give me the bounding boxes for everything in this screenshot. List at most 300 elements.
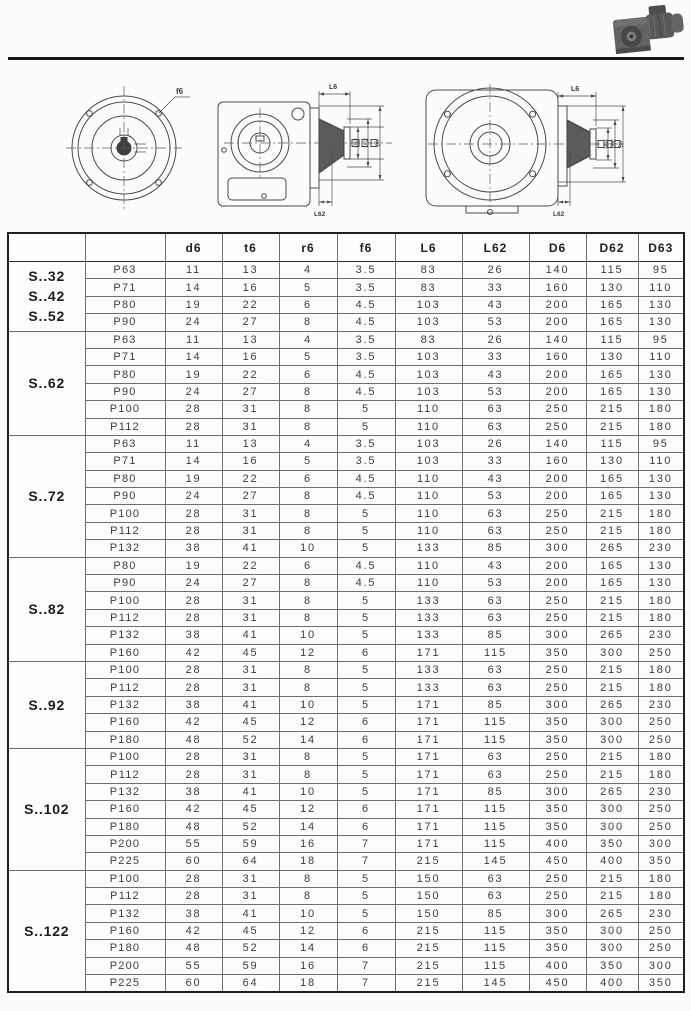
value-cell-f6: 4.5 (337, 314, 395, 331)
value-cell-d6: 28 (165, 401, 222, 418)
value-cell-D6: 200 (529, 557, 586, 574)
value-cell-D62: 115 (586, 331, 638, 348)
motor-size-cell: P100 (85, 401, 165, 418)
worm-gearmotor-photo-image (601, 4, 689, 62)
value-cell-D6: 140 (529, 262, 586, 279)
value-cell-L6: 83 (395, 262, 462, 279)
series-label-line: S..42 (28, 288, 66, 305)
value-cell-D6: 200 (529, 470, 586, 487)
value-cell-r6: 18 (279, 975, 337, 993)
value-cell-r6: 8 (279, 314, 337, 331)
value-cell-t6: 31 (222, 505, 279, 522)
value-cell-f6: 4.5 (337, 296, 395, 313)
value-cell-t6: 31 (222, 592, 279, 609)
series-label-line: S..52 (28, 308, 66, 325)
column-header-f6: f6 (337, 233, 395, 262)
value-cell-f6: 7 (337, 853, 395, 870)
value-cell-t6: 31 (222, 766, 279, 783)
value-cell-d6: 42 (165, 714, 222, 731)
motor-size-cell: P112 (85, 888, 165, 905)
series-group-label (8, 557, 85, 661)
value-cell-D63: 180 (638, 766, 684, 783)
column-header-blank-1 (85, 233, 165, 262)
value-cell-r6: 14 (279, 818, 337, 835)
table-row (8, 383, 684, 400)
table-row (8, 453, 684, 470)
value-cell-t6: 27 (222, 383, 279, 400)
value-cell-f6: 5 (337, 522, 395, 539)
value-cell-t6: 41 (222, 783, 279, 800)
motor-size-cell: P90 (85, 488, 165, 505)
value-cell-D6: 250 (529, 679, 586, 696)
value-cell-D6: 300 (529, 627, 586, 644)
value-cell-f6: 5 (337, 783, 395, 800)
value-cell-t6: 52 (222, 940, 279, 957)
value-cell-D63: 250 (638, 731, 684, 748)
table-row (8, 279, 684, 296)
value-cell-d6: 24 (165, 575, 222, 592)
value-cell-t6: 52 (222, 818, 279, 835)
value-cell-d6: 19 (165, 296, 222, 313)
flange-callout-label: f6 (176, 87, 184, 96)
motor-size-cell: P63 (85, 262, 165, 279)
value-cell-d6: 11 (165, 262, 222, 279)
value-cell-D62: 130 (586, 279, 638, 296)
value-cell-f6: 6 (337, 731, 395, 748)
d62-dim-label: D62 (363, 138, 370, 148)
motor-size-cell: P80 (85, 366, 165, 383)
value-cell-L62: 115 (462, 818, 529, 835)
motor-size-cell: P63 (85, 331, 165, 348)
value-cell-D62: 215 (586, 592, 638, 609)
value-cell-L62: 33 (462, 348, 529, 365)
value-cell-L6: 83 (395, 331, 462, 348)
value-cell-d6: 24 (165, 314, 222, 331)
motor-size-cell: P90 (85, 314, 165, 331)
value-cell-D6: 350 (529, 644, 586, 661)
table-row (8, 818, 684, 835)
value-cell-r6: 8 (279, 401, 337, 418)
value-cell-t6: 41 (222, 905, 279, 922)
value-cell-L62: 85 (462, 627, 529, 644)
value-cell-t6: 41 (222, 627, 279, 644)
value-cell-r6: 4 (279, 262, 337, 279)
value-cell-D6: 400 (529, 835, 586, 852)
value-cell-t6: 27 (222, 575, 279, 592)
value-cell-f6: 5 (337, 505, 395, 522)
motor-size-cell: P90 (85, 383, 165, 400)
value-cell-L62: 63 (462, 888, 529, 905)
value-cell-D6: 140 (529, 435, 586, 452)
value-cell-f6: 3.5 (337, 348, 395, 365)
value-cell-D6: 140 (529, 331, 586, 348)
series-group-label (8, 748, 85, 870)
value-cell-t6: 22 (222, 470, 279, 487)
value-cell-L6: 103 (395, 348, 462, 365)
value-cell-t6: 64 (222, 853, 279, 870)
value-cell-L6: 171 (395, 818, 462, 835)
table-row (8, 731, 684, 748)
value-cell-L62: 43 (462, 366, 529, 383)
value-cell-f6: 5 (337, 888, 395, 905)
value-cell-D6: 450 (529, 853, 586, 870)
value-cell-L6: 215 (395, 957, 462, 974)
value-cell-f6: 5 (337, 418, 395, 435)
value-cell-f6: 5 (337, 748, 395, 765)
value-cell-d6: 14 (165, 453, 222, 470)
value-cell-D63: 180 (638, 522, 684, 539)
value-cell-L6: 133 (395, 609, 462, 626)
value-cell-D6: 300 (529, 540, 586, 557)
value-cell-D63: 95 (638, 331, 684, 348)
motor-size-cell: P80 (85, 557, 165, 574)
value-cell-L6: 171 (395, 783, 462, 800)
value-cell-r6: 8 (279, 575, 337, 592)
value-cell-L62: 33 (462, 453, 529, 470)
value-cell-D63: 230 (638, 783, 684, 800)
value-cell-t6: 16 (222, 453, 279, 470)
table-row (8, 853, 684, 870)
motor-size-cell: P112 (85, 522, 165, 539)
value-cell-f6: 5 (337, 609, 395, 626)
value-cell-f6: 5 (337, 679, 395, 696)
value-cell-r6: 16 (279, 835, 337, 852)
value-cell-t6: 41 (222, 696, 279, 713)
table-row (8, 575, 684, 592)
value-cell-f6: 4.5 (337, 366, 395, 383)
motor-size-cell: P112 (85, 418, 165, 435)
value-cell-d6: 38 (165, 783, 222, 800)
value-cell-D63: 110 (638, 279, 684, 296)
value-cell-D63: 130 (638, 470, 684, 487)
value-cell-D63: 350 (638, 853, 684, 870)
value-cell-r6: 10 (279, 783, 337, 800)
value-cell-D63: 180 (638, 418, 684, 435)
value-cell-D62: 215 (586, 609, 638, 626)
column-header-t6: t6 (222, 233, 279, 262)
value-cell-d6: 42 (165, 922, 222, 939)
value-cell-L62: 63 (462, 592, 529, 609)
value-cell-L62: 63 (462, 748, 529, 765)
value-cell-L62: 115 (462, 922, 529, 939)
value-cell-f6: 4.5 (337, 383, 395, 400)
value-cell-L6: 133 (395, 661, 462, 678)
value-cell-d6: 11 (165, 435, 222, 452)
value-cell-D6: 250 (529, 609, 586, 626)
value-cell-r6: 8 (279, 383, 337, 400)
value-cell-t6: 52 (222, 731, 279, 748)
value-cell-f6: 7 (337, 835, 395, 852)
value-cell-r6: 8 (279, 661, 337, 678)
value-cell-d6: 42 (165, 644, 222, 661)
value-cell-L6: 110 (395, 401, 462, 418)
column-header-L62: L62 (462, 233, 529, 262)
value-cell-D62: 265 (586, 627, 638, 644)
value-cell-d6: 28 (165, 505, 222, 522)
value-cell-f6: 4.5 (337, 470, 395, 487)
value-cell-L6: 110 (395, 418, 462, 435)
value-cell-D63: 130 (638, 575, 684, 592)
value-cell-d6: 48 (165, 818, 222, 835)
value-cell-D63: 230 (638, 540, 684, 557)
motor-size-cell: P132 (85, 696, 165, 713)
value-cell-f6: 3.5 (337, 331, 395, 348)
value-cell-L62: 33 (462, 279, 529, 296)
motor-size-cell: P100 (85, 870, 165, 887)
value-cell-D6: 200 (529, 383, 586, 400)
value-cell-f6: 7 (337, 957, 395, 974)
side-view-drawing (206, 78, 398, 225)
value-cell-D63: 130 (638, 383, 684, 400)
table-row (8, 870, 684, 887)
table-row (8, 470, 684, 487)
value-cell-D62: 265 (586, 540, 638, 557)
table-row (8, 766, 684, 783)
value-cell-D62: 215 (586, 401, 638, 418)
value-cell-d6: 55 (165, 835, 222, 852)
value-cell-D63: 130 (638, 488, 684, 505)
series-group-label (8, 331, 85, 435)
value-cell-d6: 14 (165, 279, 222, 296)
value-cell-D6: 250 (529, 505, 586, 522)
table-row (8, 540, 684, 557)
value-cell-D6: 350 (529, 922, 586, 939)
value-cell-L6: 103 (395, 296, 462, 313)
value-cell-D63: 180 (638, 661, 684, 678)
value-cell-L62: 63 (462, 870, 529, 887)
value-cell-D62: 165 (586, 488, 638, 505)
value-cell-L62: 145 (462, 853, 529, 870)
value-cell-f6: 3.5 (337, 279, 395, 296)
motor-size-cell: P180 (85, 940, 165, 957)
table-row (8, 975, 684, 993)
column-header-D6: D6 (529, 233, 586, 262)
motor-size-cell: P71 (85, 453, 165, 470)
value-cell-L6: 171 (395, 731, 462, 748)
value-cell-D62: 300 (586, 644, 638, 661)
motor-size-cell: P100 (85, 748, 165, 765)
value-cell-d6: 28 (165, 609, 222, 626)
table-row (8, 522, 684, 539)
motor-size-cell: P63 (85, 435, 165, 452)
table-row (8, 905, 684, 922)
value-cell-D62: 115 (586, 435, 638, 452)
value-cell-D6: 350 (529, 818, 586, 835)
d62-dim-label: D62 (610, 139, 617, 149)
value-cell-r6: 10 (279, 627, 337, 644)
value-cell-D63: 230 (638, 627, 684, 644)
value-cell-L6: 215 (395, 940, 462, 957)
value-cell-d6: 14 (165, 348, 222, 365)
value-cell-L6: 215 (395, 922, 462, 939)
value-cell-r6: 8 (279, 488, 337, 505)
value-cell-t6: 13 (222, 262, 279, 279)
table-row (8, 348, 684, 365)
value-cell-r6: 5 (279, 453, 337, 470)
value-cell-D6: 160 (529, 348, 586, 365)
table-row (8, 592, 684, 609)
value-cell-r6: 8 (279, 418, 337, 435)
value-cell-L6: 110 (395, 470, 462, 487)
value-cell-r6: 6 (279, 470, 337, 487)
value-cell-L6: 133 (395, 540, 462, 557)
value-cell-L62: 43 (462, 470, 529, 487)
value-cell-D6: 250 (529, 592, 586, 609)
value-cell-D62: 165 (586, 557, 638, 574)
table-row (8, 505, 684, 522)
value-cell-D6: 250 (529, 661, 586, 678)
value-cell-f6: 6 (337, 940, 395, 957)
value-cell-r6: 8 (279, 679, 337, 696)
value-cell-f6: 4.5 (337, 488, 395, 505)
column-header-r6: r6 (279, 233, 337, 262)
drawings-section (0, 76, 691, 226)
value-cell-D6: 250 (529, 888, 586, 905)
l6-dim-label: L6 (571, 86, 580, 93)
value-cell-D62: 265 (586, 783, 638, 800)
motor-size-cell: P225 (85, 853, 165, 870)
value-cell-D63: 95 (638, 435, 684, 452)
value-cell-L6: 103 (395, 383, 462, 400)
value-cell-r6: 6 (279, 366, 337, 383)
value-cell-f6: 3.5 (337, 435, 395, 452)
value-cell-D6: 200 (529, 575, 586, 592)
value-cell-r6: 12 (279, 644, 337, 661)
value-cell-D6: 300 (529, 783, 586, 800)
d63-dim-label: D63 (353, 138, 360, 148)
value-cell-L6: 171 (395, 835, 462, 852)
value-cell-L62: 63 (462, 522, 529, 539)
motor-size-cell: P132 (85, 627, 165, 644)
header-divider (8, 57, 684, 60)
value-cell-f6: 6 (337, 644, 395, 661)
value-cell-r6: 10 (279, 905, 337, 922)
value-cell-L62: 115 (462, 940, 529, 957)
series-label-line: S..72 (28, 488, 66, 505)
value-cell-D62: 165 (586, 366, 638, 383)
value-cell-L62: 26 (462, 435, 529, 452)
value-cell-L6: 103 (395, 366, 462, 383)
value-cell-L6: 171 (395, 644, 462, 661)
value-cell-t6: 64 (222, 975, 279, 993)
value-cell-d6: 48 (165, 940, 222, 957)
motor-size-cell: P112 (85, 609, 165, 626)
motor-size-cell: P200 (85, 957, 165, 974)
value-cell-D63: 130 (638, 296, 684, 313)
value-cell-r6: 8 (279, 870, 337, 887)
value-cell-d6: 38 (165, 540, 222, 557)
value-cell-D63: 130 (638, 314, 684, 331)
value-cell-L62: 63 (462, 418, 529, 435)
value-cell-L62: 63 (462, 609, 529, 626)
motor-size-cell: P132 (85, 783, 165, 800)
motor-size-cell: P132 (85, 540, 165, 557)
value-cell-L62: 53 (462, 314, 529, 331)
value-cell-f6: 5 (337, 766, 395, 783)
motor-size-cell: P80 (85, 296, 165, 313)
motor-size-cell: P160 (85, 644, 165, 661)
value-cell-D62: 165 (586, 314, 638, 331)
value-cell-D62: 215 (586, 522, 638, 539)
value-cell-D63: 180 (638, 505, 684, 522)
table-header (8, 233, 684, 262)
table-row (8, 418, 684, 435)
value-cell-t6: 31 (222, 609, 279, 626)
value-cell-L62: 26 (462, 331, 529, 348)
value-cell-L6: 110 (395, 522, 462, 539)
value-cell-r6: 12 (279, 801, 337, 818)
table-body (8, 262, 684, 993)
motor-size-cell: P132 (85, 905, 165, 922)
front-view-drawing (412, 76, 630, 227)
series-label-line: S..82 (28, 601, 66, 618)
value-cell-D62: 400 (586, 853, 638, 870)
motor-size-cell: P100 (85, 661, 165, 678)
value-cell-r6: 12 (279, 922, 337, 939)
value-cell-D62: 165 (586, 296, 638, 313)
value-cell-r6: 8 (279, 505, 337, 522)
value-cell-t6: 31 (222, 888, 279, 905)
value-cell-d6: 38 (165, 627, 222, 644)
value-cell-L62: 26 (462, 262, 529, 279)
value-cell-D63: 180 (638, 748, 684, 765)
value-cell-d6: 38 (165, 905, 222, 922)
value-cell-D63: 350 (638, 975, 684, 993)
value-cell-D63: 180 (638, 679, 684, 696)
value-cell-f6: 5 (337, 870, 395, 887)
value-cell-t6: 16 (222, 279, 279, 296)
motor-size-cell: P160 (85, 714, 165, 731)
value-cell-D62: 165 (586, 575, 638, 592)
value-cell-r6: 6 (279, 557, 337, 574)
value-cell-t6: 45 (222, 714, 279, 731)
value-cell-L6: 171 (395, 748, 462, 765)
value-cell-D6: 250 (529, 766, 586, 783)
table-row (8, 627, 684, 644)
value-cell-L62: 115 (462, 957, 529, 974)
value-cell-L62: 85 (462, 540, 529, 557)
l62-dim-label: L62 (314, 211, 326, 218)
series-label-line: S..92 (28, 696, 66, 713)
d63-dim-label: D63 (603, 139, 610, 149)
table-row (8, 835, 684, 852)
value-cell-D6: 160 (529, 453, 586, 470)
value-cell-t6: 45 (222, 922, 279, 939)
value-cell-D63: 230 (638, 905, 684, 922)
motor-size-cell: P71 (85, 279, 165, 296)
l6-dim-label: L6 (329, 84, 338, 91)
value-cell-r6: 8 (279, 748, 337, 765)
value-cell-D62: 165 (586, 470, 638, 487)
value-cell-d6: 48 (165, 731, 222, 748)
value-cell-f6: 3.5 (337, 262, 395, 279)
value-cell-L62: 85 (462, 696, 529, 713)
value-cell-D6: 250 (529, 870, 586, 887)
value-cell-r6: 14 (279, 731, 337, 748)
table-row (8, 696, 684, 713)
series-label-line: S..102 (24, 801, 70, 818)
motor-size-cell: P112 (85, 766, 165, 783)
value-cell-d6: 55 (165, 957, 222, 974)
value-cell-D62: 130 (586, 453, 638, 470)
value-cell-r6: 8 (279, 522, 337, 539)
table-row (8, 661, 684, 678)
value-cell-D63: 180 (638, 609, 684, 626)
value-cell-r6: 4 (279, 435, 337, 452)
value-cell-f6: 7 (337, 975, 395, 993)
value-cell-D6: 400 (529, 957, 586, 974)
value-cell-D63: 180 (638, 888, 684, 905)
